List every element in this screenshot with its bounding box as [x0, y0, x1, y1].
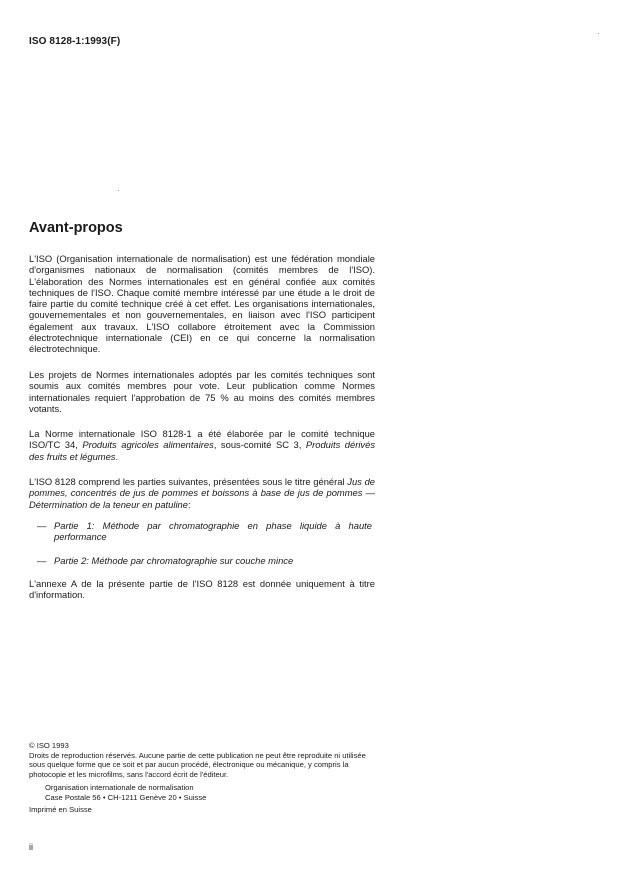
rights-statement: Droits de reproduction réservés. Aucune partie de cette publication ne peut être reproduite ni utilisée sous quelque forme que ce soit et par aucun procédé, électronique ou mécanique, y compris la photocopie et les microfilms, sans l'accord écrit de l'éditeur. — [29, 751, 366, 779]
organisation-name: Organisation internationale de normalisation — [45, 783, 194, 792]
page-number: ii — [29, 842, 33, 852]
parts-general-title: Jus de pommes, concentrés de jus de pommes et boissons à base de jus de pommes — Détermination de la teneur en patuline — [29, 476, 375, 510]
committee-text: La Norme internationale ISO 8128-1 a été élaborée par le comité technique ISO/TC 34, — [29, 428, 375, 451]
committee-text: , sous-comité SC 3, — [213, 439, 306, 451]
paragraph-committee — [29, 428, 375, 462]
paragraph-iso-intro: L'ISO (Organisation internationale de normalisation) est une fédération mondiale d'organismes nationaux de normalisation (comités membres de l'ISO). L'élaboration des Normes internationales est en général confiée aux comités techniques de l'ISO. Chaque comité membre intéressé par une étude a le droit de faire partie du comité technique créé à cet effet. Les organisations internationales, gouvernementales et non gouvernementales, en liaison avec l'ISO participent également aux travaux. L'ISO collabore étroitement avec la Commission électrotechnique internationale (CEI) en ce qui concerne la normalisation électrotechnique. — [29, 253, 375, 355]
section-title: Avant-propos — [29, 220, 123, 236]
list-item-text: Partie 2: Méthode par chromatographie sur couche mince — [54, 555, 294, 566]
document-id-header: ISO 8128-1:1993(F) — [29, 36, 121, 47]
dash-bullet: — — [37, 555, 47, 566]
committee-sc-name: Produits dérivés des fruits et légumes — [29, 439, 376, 462]
scan-speck — [598, 33, 599, 34]
printed-in: Imprimé en Suisse — [29, 805, 92, 814]
paragraph-parts — [29, 476, 375, 510]
committee-tc-name: Produits agricoles alimentaires — [82, 439, 214, 451]
committee-text: . — [115, 450, 119, 462]
list-item-text: Partie 1: Méthode par chromatographie en phase liquide à haute performance — [54, 520, 372, 543]
paragraph-voting: Les projets de Normes internationales adoptés par les comités techniques sont soumis aux comités membres pour vote. Leur publication comme Normes internationales requiert l'approbation de 75 % au moins des comités membres votants. — [29, 369, 375, 414]
dash-bullet: — — [37, 520, 47, 531]
parts-text: : — [187, 498, 191, 510]
parts-text: L'ISO 8128 comprend les parties suivantes, présentées sous le titre général — [29, 476, 348, 487]
copyright-line: © ISO 1993 — [29, 741, 69, 750]
scan-speck — [118, 190, 119, 191]
postal-address: Case Postale 56 • CH-1211 Genève 20 • Suisse — [45, 793, 207, 802]
paragraph-annex: L'annexe A de la présente partie de l'ISO 8128 est donnée uniquement à titre d'information. — [29, 578, 375, 601]
